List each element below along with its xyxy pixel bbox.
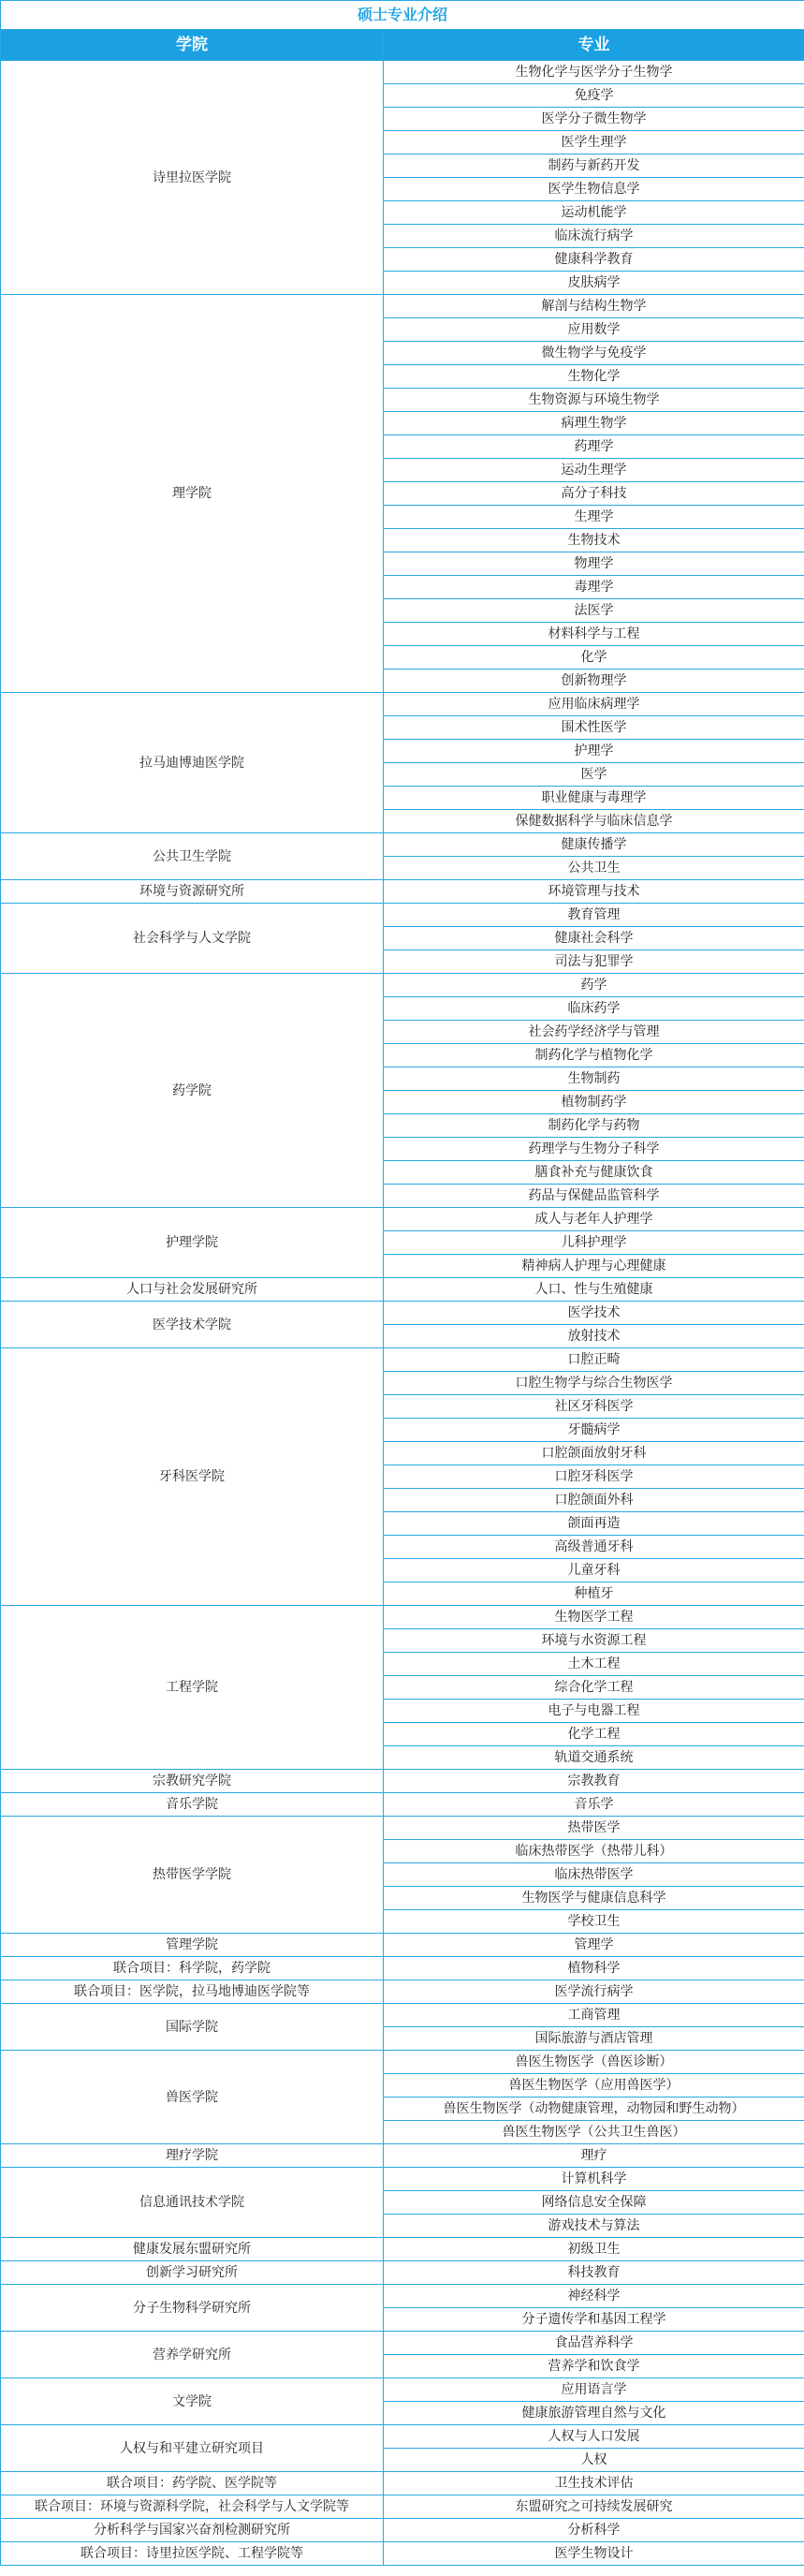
major-cell: 高分子科技 — [384, 482, 804, 506]
major-cell: 临床热带医学（热带儿科） — [384, 1840, 804, 1863]
table-row — [1, 880, 804, 904]
major-cell: 种植牙 — [384, 1582, 804, 1606]
table-row — [1, 1793, 804, 1817]
table-row — [1, 2051, 804, 2074]
major-cell: 营养学和饮食学 — [384, 2355, 804, 2378]
table-row — [1, 1817, 804, 1840]
school-cell: 理学院 — [1, 295, 384, 693]
major-cell: 司法与犯罪学 — [384, 950, 804, 974]
school-cell: 宗教研究学院 — [1, 1770, 384, 1793]
major-cell: 初级卫生 — [384, 2238, 804, 2261]
major-cell: 药理学与生物分子科学 — [384, 1138, 804, 1161]
major-cell: 卫生技术评估 — [384, 2472, 804, 2495]
major-cell: 微生物学与免疫学 — [384, 342, 804, 365]
school-cell: 公共卫生学院 — [1, 833, 384, 880]
major-cell: 口腔正畸 — [384, 1348, 804, 1372]
table-row — [1, 2472, 804, 2495]
major-cell: 生物医学工程 — [384, 1606, 804, 1629]
school-cell: 联合项目：药学院、医学院等 — [1, 2472, 384, 2495]
major-cell: 兽医生物医学（应用兽医学） — [384, 2074, 804, 2098]
major-cell: 土木工程 — [384, 1653, 804, 1676]
major-cell: 生物化学 — [384, 365, 804, 389]
school-cell: 工程学院 — [1, 1606, 384, 1770]
major-cell: 生物制药 — [384, 1067, 804, 1091]
major-cell: 医学生理学 — [384, 131, 804, 155]
table-row — [1, 1770, 804, 1793]
table-row — [1, 2519, 804, 2542]
major-cell: 人权 — [384, 2449, 804, 2472]
school-cell: 理疗学院 — [1, 2144, 384, 2168]
major-cell: 公共卫生 — [384, 857, 804, 880]
table-row — [1, 2425, 804, 2449]
table-row — [1, 2495, 804, 2519]
major-cell: 保健数据科学与临床信息学 — [384, 810, 804, 833]
major-cell: 医学分子微生物学 — [384, 108, 804, 131]
major-cell: 口腔颌面外科 — [384, 1489, 804, 1512]
major-cell: 热带医学 — [384, 1817, 804, 1840]
major-cell: 医学 — [384, 763, 804, 787]
major-cell: 颌面再造 — [384, 1512, 804, 1536]
table-row — [1, 1302, 804, 1325]
major-cell: 口腔牙科医学 — [384, 1465, 804, 1489]
major-cell: 应用数学 — [384, 318, 804, 342]
table-title-row — [1, 1, 804, 30]
major-cell: 综合化学工程 — [384, 1676, 804, 1700]
table-row — [1, 693, 804, 716]
school-cell: 牙科医学院 — [1, 1348, 384, 1606]
major-cell: 社会药学经济学与管理 — [384, 1021, 804, 1044]
major-cell: 生物技术 — [384, 529, 804, 552]
major-cell: 临床热带医学 — [384, 1863, 804, 1887]
major-cell: 兽医生物医学（兽医诊断） — [384, 2051, 804, 2074]
major-cell: 工商管理 — [384, 2004, 804, 2027]
table-row — [1, 1208, 804, 1231]
table-row — [1, 833, 804, 857]
major-cell: 病理生物学 — [384, 412, 804, 435]
major-cell: 临床药学 — [384, 997, 804, 1021]
major-cell: 成人与老年人护理学 — [384, 1208, 804, 1231]
major-cell: 健康科学教育 — [384, 248, 804, 272]
major-cell: 东盟研究之可持续发展研究 — [384, 2495, 804, 2519]
school-cell: 分子生物科学研究所 — [1, 2285, 384, 2332]
table-row — [1, 2004, 804, 2027]
major-cell: 药学 — [384, 974, 804, 997]
major-cell: 环境管理与技术 — [384, 880, 804, 904]
major-cell: 医学技术 — [384, 1302, 804, 1325]
major-cell: 制药化学与植物化学 — [384, 1044, 804, 1067]
major-cell: 社区牙科医学 — [384, 1395, 804, 1419]
major-cell: 药理学 — [384, 435, 804, 459]
school-cell: 联合项目：医学院，拉马地博迪医学院等 — [1, 1980, 384, 2004]
table-row — [1, 2238, 804, 2261]
major-cell: 牙髓病学 — [384, 1419, 804, 1442]
major-cell: 环境与水资源工程 — [384, 1629, 804, 1653]
major-cell: 口腔颌面放射牙科 — [384, 1442, 804, 1465]
table-row — [1, 295, 804, 318]
table-row — [1, 2144, 804, 2168]
column-header-school: 学院 — [1, 30, 384, 61]
major-cell: 制药与新药开发 — [384, 155, 804, 178]
major-cell: 运动生理学 — [384, 459, 804, 482]
school-cell: 人口与社会发展研究所 — [1, 1278, 384, 1302]
major-cell: 科技教育 — [384, 2261, 804, 2285]
major-cell: 教育管理 — [384, 904, 804, 927]
school-cell: 护理学院 — [1, 1208, 384, 1278]
major-cell: 法医学 — [384, 599, 804, 623]
table-row — [1, 2378, 804, 2402]
table-row — [1, 974, 804, 997]
major-cell: 毒理学 — [384, 576, 804, 599]
major-cell: 植物科学 — [384, 1957, 804, 1980]
major-cell: 应用临床病理学 — [384, 693, 804, 716]
table-row — [1, 2332, 804, 2355]
table-header-row — [1, 30, 804, 61]
table-row — [1, 1348, 804, 1372]
major-cell: 神经科学 — [384, 2285, 804, 2308]
major-cell: 口腔生物学与综合生物医学 — [384, 1372, 804, 1395]
table-title: 硕士专业介绍 — [1, 1, 804, 30]
major-cell: 解剖与结构生物学 — [384, 295, 804, 318]
school-cell: 环境与资源研究所 — [1, 880, 384, 904]
major-cell: 儿科护理学 — [384, 1231, 804, 1255]
major-cell: 药品与保健品监管科学 — [384, 1185, 804, 1208]
school-cell: 创新学习研究所 — [1, 2261, 384, 2285]
table-row — [1, 1934, 804, 1957]
school-cell: 社会科学与人文学院 — [1, 904, 384, 974]
major-cell: 生物医学与健康信息科学 — [384, 1887, 804, 1910]
school-cell: 联合项目：诗里拉医学院、工程学院等 — [1, 2542, 384, 2566]
major-cell: 职业健康与毒理学 — [384, 787, 804, 810]
school-cell: 热带医学学院 — [1, 1817, 384, 1934]
major-cell: 兽医生物医学（公共卫生兽医） — [384, 2121, 804, 2144]
major-cell: 医学生物设计 — [384, 2542, 804, 2566]
major-cell: 制药化学与药物 — [384, 1114, 804, 1138]
major-cell: 运动机能学 — [384, 201, 804, 225]
major-cell: 医学生物信息学 — [384, 178, 804, 201]
major-cell: 轨道交通系统 — [384, 1746, 804, 1770]
major-cell: 生理学 — [384, 506, 804, 529]
school-cell: 文学院 — [1, 2378, 384, 2425]
major-cell: 健康旅游管理自然与文化 — [384, 2402, 804, 2425]
table-row — [1, 1278, 804, 1302]
table-row — [1, 2285, 804, 2308]
major-cell: 创新物理学 — [384, 670, 804, 693]
school-cell: 医学技术学院 — [1, 1302, 384, 1348]
table-row — [1, 2168, 804, 2191]
table-row — [1, 1980, 804, 2004]
school-cell: 营养学研究所 — [1, 2332, 384, 2378]
major-cell: 膳食补充与健康饮食 — [384, 1161, 804, 1185]
school-cell: 健康发展东盟研究所 — [1, 2238, 384, 2261]
major-cell: 化学工程 — [384, 1723, 804, 1746]
major-cell: 高级普通牙科 — [384, 1536, 804, 1559]
major-cell: 计算机科学 — [384, 2168, 804, 2191]
school-cell: 诗里拉医学院 — [1, 61, 384, 295]
column-header-major: 专业 — [384, 30, 804, 61]
major-cell: 国际旅游与酒店管理 — [384, 2027, 804, 2051]
major-cell: 宗教教育 — [384, 1770, 804, 1793]
school-cell: 兽医学院 — [1, 2051, 384, 2144]
major-cell: 人口、性与生殖健康 — [384, 1278, 804, 1302]
major-cell: 化学 — [384, 646, 804, 670]
table-row — [1, 1606, 804, 1629]
major-cell: 免疫学 — [384, 84, 804, 108]
school-cell: 联合项目：环境与资源科学院，社会科学与人文学院等 — [1, 2495, 384, 2519]
school-cell: 音乐学院 — [1, 1793, 384, 1817]
major-cell: 围术性医学 — [384, 716, 804, 740]
major-cell: 管理学 — [384, 1934, 804, 1957]
table-row — [1, 61, 804, 84]
major-cell: 应用语言学 — [384, 2378, 804, 2402]
major-cell: 医学流行病学 — [384, 1980, 804, 2004]
major-cell: 分析科学 — [384, 2519, 804, 2542]
major-cell: 放射技术 — [384, 1325, 804, 1348]
major-cell: 材料科学与工程 — [384, 623, 804, 646]
major-cell: 电子与电器工程 — [384, 1700, 804, 1723]
school-cell: 国际学院 — [1, 2004, 384, 2051]
major-cell: 皮肤病学 — [384, 272, 804, 295]
school-cell: 药学院 — [1, 974, 384, 1208]
school-cell: 分析科学与国家兴奋剂检测研究所 — [1, 2519, 384, 2542]
major-cell: 物理学 — [384, 552, 804, 576]
school-cell: 人权与和平建立研究项目 — [1, 2425, 384, 2472]
school-cell: 管理学院 — [1, 1934, 384, 1957]
major-cell: 网络信息安全保障 — [384, 2191, 804, 2215]
major-cell: 分子遗传学和基因工程学 — [384, 2308, 804, 2332]
table-row — [1, 904, 804, 927]
table-row — [1, 2261, 804, 2285]
major-cell: 音乐学 — [384, 1793, 804, 1817]
table-row — [1, 1957, 804, 1980]
major-cell: 兽医生物医学（动物健康管理，动物园和野生动物） — [384, 2098, 804, 2121]
major-cell: 健康社会科学 — [384, 927, 804, 950]
major-cell: 游戏技术与算法 — [384, 2215, 804, 2238]
major-cell: 临床流行病学 — [384, 225, 804, 248]
major-cell: 学校卫生 — [384, 1910, 804, 1934]
major-cell: 生物资源与环境生物学 — [384, 389, 804, 412]
school-cell: 拉马迪博迪医学院 — [1, 693, 384, 833]
major-cell: 生物化学与医学分子生物学 — [384, 61, 804, 84]
school-cell: 联合项目：科学院，药学院 — [1, 1957, 384, 1980]
table-row — [1, 2542, 804, 2566]
major-cell: 健康传播学 — [384, 833, 804, 857]
major-cell: 儿童牙科 — [384, 1559, 804, 1582]
major-cell: 护理学 — [384, 740, 804, 763]
school-cell: 信息通讯技术学院 — [1, 2168, 384, 2238]
major-cell: 人权与人口发展 — [384, 2425, 804, 2449]
major-cell: 理疗 — [384, 2144, 804, 2168]
major-cell: 精神病人护理与心理健康 — [384, 1255, 804, 1278]
major-cell: 食品营养科学 — [384, 2332, 804, 2355]
major-cell: 植物制药学 — [384, 1091, 804, 1114]
